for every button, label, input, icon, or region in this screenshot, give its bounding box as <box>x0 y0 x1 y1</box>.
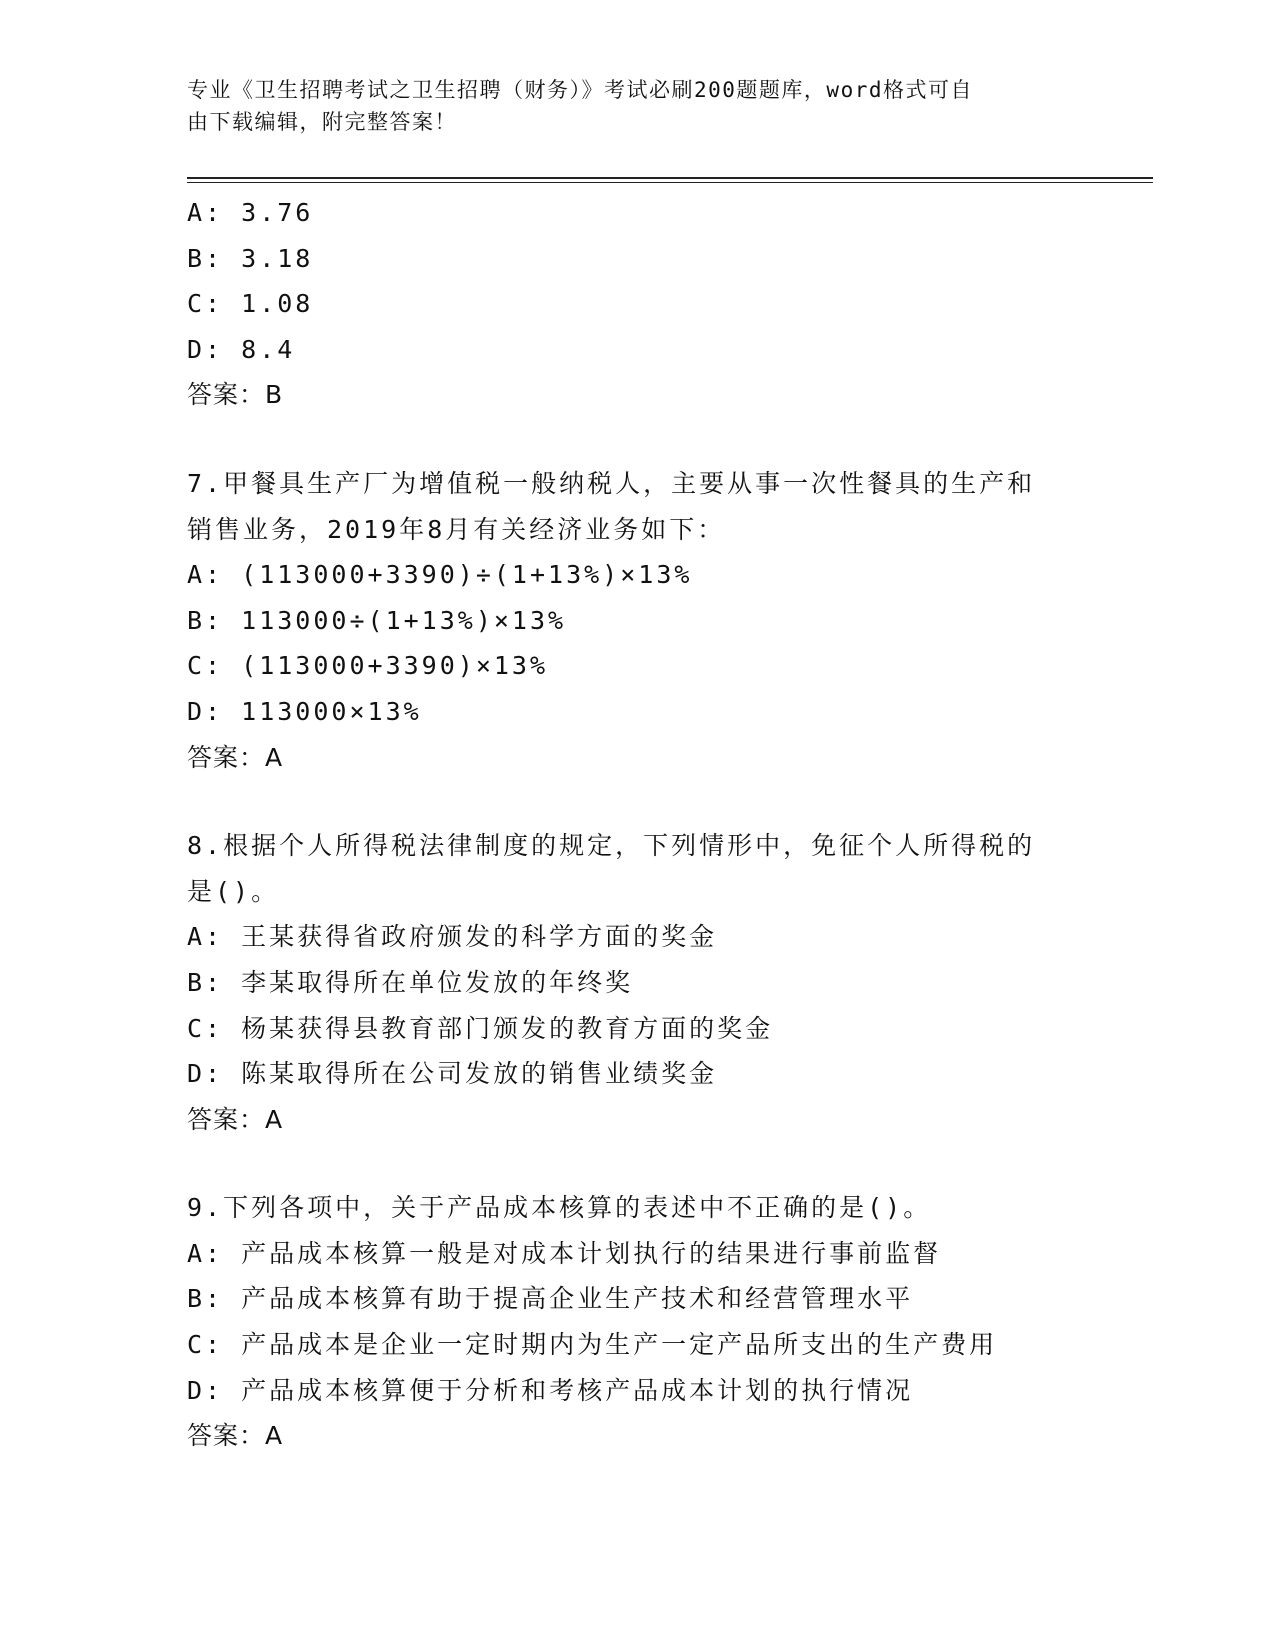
question-stem-cont: 销售业务，2019年8月有关经济业务如下： <box>187 514 726 544</box>
option-b: B: 113000÷(1+13%)×13% <box>187 605 567 635</box>
option-c: C: 1.08 <box>187 289 314 319</box>
question-stem: 9.下列各项中，关于产品成本核算的表述中不正确的是()。 <box>187 1193 932 1223</box>
answer: 答案：B <box>187 380 284 410</box>
spacer <box>187 1142 1087 1185</box>
question-list <box>187 190 1087 1459</box>
document-header <box>187 74 1067 138</box>
option-a: A: 王某获得省政府颁发的科学方面的奖金 <box>187 922 718 952</box>
header-line-2: 由下载编辑，附完整答案！ <box>187 110 457 134</box>
option-d: D: 陈某取得所在公司发放的销售业绩奖金 <box>187 1059 718 1089</box>
option-b: B: 产品成本核算有助于提高企业生产技术和经营管理水平 <box>187 1284 914 1314</box>
question-stem: 7.甲餐具生产厂为增值税一般纳税人，主要从事一次性餐具的生产和 <box>187 468 1036 498</box>
question-stem-cont: 是()。 <box>187 876 280 906</box>
question-6 <box>187 190 1087 418</box>
header-line-1: 专业《卫生招聘考试之卫生招聘（财务）》考试必刷200题题库，word格式可自 <box>187 78 973 102</box>
option-d: D: 产品成本核算便于分析和考核产品成本计划的执行情况 <box>187 1375 914 1405</box>
question-7 <box>187 461 1087 780</box>
answer: 答案：A <box>187 1421 284 1451</box>
answer: 答案：A <box>187 1104 284 1134</box>
option-c: C: 产品成本是企业一定时期内为生产一定产品所支出的生产费用 <box>187 1330 998 1360</box>
spacer <box>187 418 1087 461</box>
header-divider-thin <box>187 182 1153 183</box>
question-stem: 8.根据个人所得税法律制度的规定，下列情形中，免征个人所得税的 <box>187 831 1036 861</box>
option-c: C: (113000+3390)×13% <box>187 651 549 681</box>
option-a: A: (113000+3390)÷(1+13%)×13% <box>187 560 693 590</box>
question-9 <box>187 1185 1087 1459</box>
spacer <box>187 780 1087 823</box>
question-8 <box>187 823 1087 1142</box>
option-b: B: 3.18 <box>187 243 314 273</box>
option-a: A: 产品成本核算一般是对成本计划执行的结果进行事前监督 <box>187 1238 942 1268</box>
option-a: A: 3.76 <box>187 198 314 227</box>
header-divider-thick <box>187 177 1153 179</box>
option-c: C: 杨某获得县教育部门颁发的教育方面的奖金 <box>187 1013 774 1043</box>
option-d: D: 113000×13% <box>187 696 422 726</box>
option-b: B: 李某取得所在单位发放的年终奖 <box>187 967 634 997</box>
option-d: D: 8.4 <box>187 334 296 364</box>
answer: 答案：A <box>187 742 284 772</box>
